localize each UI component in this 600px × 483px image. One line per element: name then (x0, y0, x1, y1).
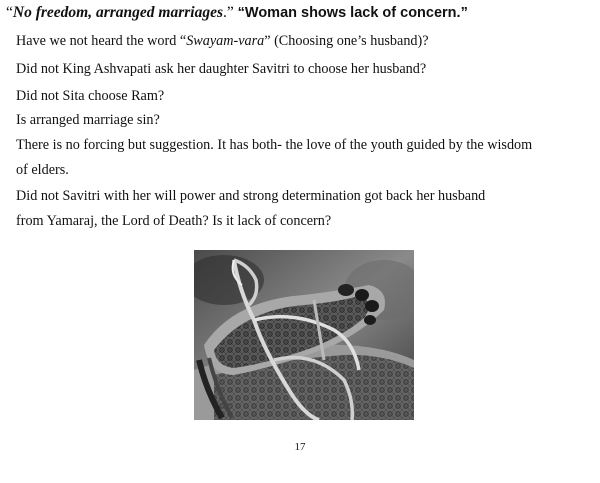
henna-hands-image (194, 250, 414, 420)
paragraph-swayamvara (16, 33, 429, 50)
p1-before: Have we not heard the word “ (16, 33, 187, 49)
paragraph-savitri-line-1: Did not Savitri with her will power and strong determination got back her husband (16, 188, 486, 204)
p1-after: ” (Choosing one’s husband)? (264, 33, 429, 49)
page-number: 17 (294, 441, 306, 453)
heading-part-2: “Woman shows lack of concern.” (237, 5, 468, 21)
heading-close-quote: .” (223, 4, 238, 21)
paragraph-savitri-line-2: from Yamaraj, the Lord of Death? Is it lack of concern? (16, 213, 332, 229)
heading-part-1: No freedom, arranged marriages (12, 4, 223, 21)
p1-italic: Swayam-vara (186, 33, 265, 49)
paragraph-forcing-line-1: There is no forcing but suggestion. It has both- the love of the youth guided by the wisdom (16, 137, 533, 153)
paragraph-sita: Did not Sita choose Ram? (16, 88, 165, 104)
heading-open-quote: “ (6, 4, 13, 21)
paragraph-ashvapati: Did not King Ashvapati ask her daughter Savitri to choose her husband? (16, 61, 427, 77)
paragraph-sin: Is arranged marriage sin? (16, 112, 160, 128)
henna-hands-photo (194, 250, 414, 420)
paragraph-forcing-line-2: of elders. (16, 162, 69, 178)
page-heading (6, 4, 468, 22)
